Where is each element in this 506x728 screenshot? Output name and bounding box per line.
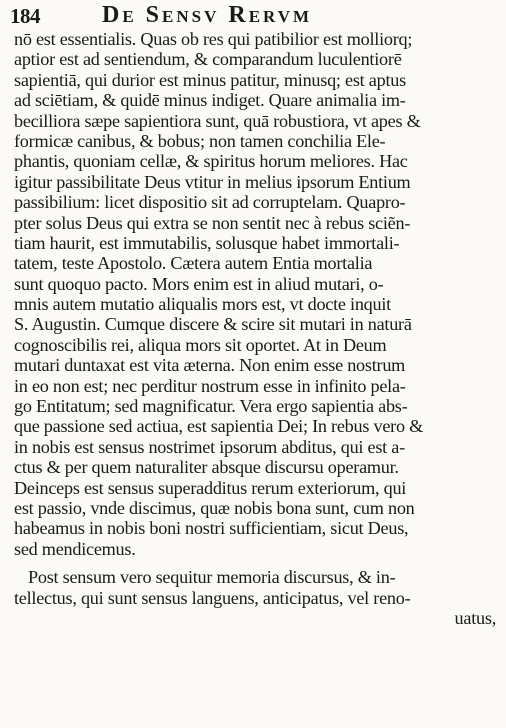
text-line: que passione sed actiua, est sapientia Dei; In rebus vero &	[14, 416, 423, 437]
text-line: tiam haurit, est immutabilis, solusque habet immortali-	[14, 232, 400, 253]
catchword: uatus,	[454, 607, 496, 628]
text-line: sapientiā, qui durior est minus patitur, minusq; est aptus	[14, 69, 406, 90]
text-line: Deinceps est sensus superadditus rerum exteriorum, qui	[14, 477, 407, 498]
paragraph-2	[14, 567, 498, 608]
text-line: mutari duntaxat est vita æterna. Non enim esse nostrum	[14, 355, 406, 376]
text-line: Post sensum vero sequitur memoria discursus, & in-	[28, 567, 396, 588]
text-line: S. Augustin. Cumque discere & scire sit mutari in naturā	[14, 314, 412, 335]
text-line: est passio, vnde discimus, quæ nobis bona sunt, cum non	[14, 497, 415, 518]
text-line: habeamus in nobis boni nostri sufficientiam, sicut Deus,	[14, 518, 409, 539]
text-line: pter solus Deus qui extra se non sentit nec à rebus sciẽn-	[14, 212, 411, 233]
text-line: becilliora sæpe sapientiora sunt, quā robustiora, vt apes &	[14, 110, 421, 131]
text-line: sed mendicemus.	[14, 538, 136, 559]
text-line: cognoscibilis rei, aliqua mors sit oportet. At in Deum	[14, 334, 387, 355]
text-line: formicæ canibus, & bobus; non tamen conchilia Ele-	[14, 130, 386, 151]
body-text	[14, 29, 498, 628]
text-line: sunt quoquo pacto. Mors enim est in aliud mutari, o-	[14, 273, 384, 294]
page-number: 184	[10, 4, 40, 28]
text-line: aptior est ad sentiendum, & comparandum luculentiorē	[14, 49, 402, 70]
text-line: mnis autem mutatio aliqualis mors est, vt docte inquit	[14, 294, 391, 315]
text-line: ad sciētiam, & quidē minus indiget. Quare animalia im-	[14, 90, 406, 111]
text-line: tatem, teste Apostolo. Cætera autem Entia mortalia	[14, 253, 373, 274]
text-line: tellectus, qui sunt sensus languens, anticipatus, vel reno-	[14, 587, 411, 608]
paragraph-1	[14, 29, 498, 559]
text-line: passibilium: licet dispositio sit ad corruptelam. Quapro-	[14, 192, 406, 213]
text-line: go Entitatum; sed magnificatur. Vera ergo sapientia abs-	[14, 396, 408, 417]
text-line: ctus & per quem naturaliter absque discursu operamur.	[14, 457, 399, 478]
page-header	[6, 2, 496, 30]
text-line: in nobis est sensus nostrimet ipsorum abditus, qui est a-	[14, 436, 405, 457]
text-line: phantis, quoniam cellæ, & spiritus horum meliores. Hac	[14, 151, 408, 172]
text-line: in eo non est; nec perditur nostrum esse in infinito pela-	[14, 375, 406, 396]
catchword-block	[14, 608, 498, 628]
text-line: igitur passibilitate Deus vtitur in melius ipsorum Entium	[14, 171, 411, 192]
text-line: nō est essentialis. Quas ob res qui patibilior est molliorq;	[14, 29, 413, 49]
running-head: De Sensv Rervm	[102, 2, 313, 28]
